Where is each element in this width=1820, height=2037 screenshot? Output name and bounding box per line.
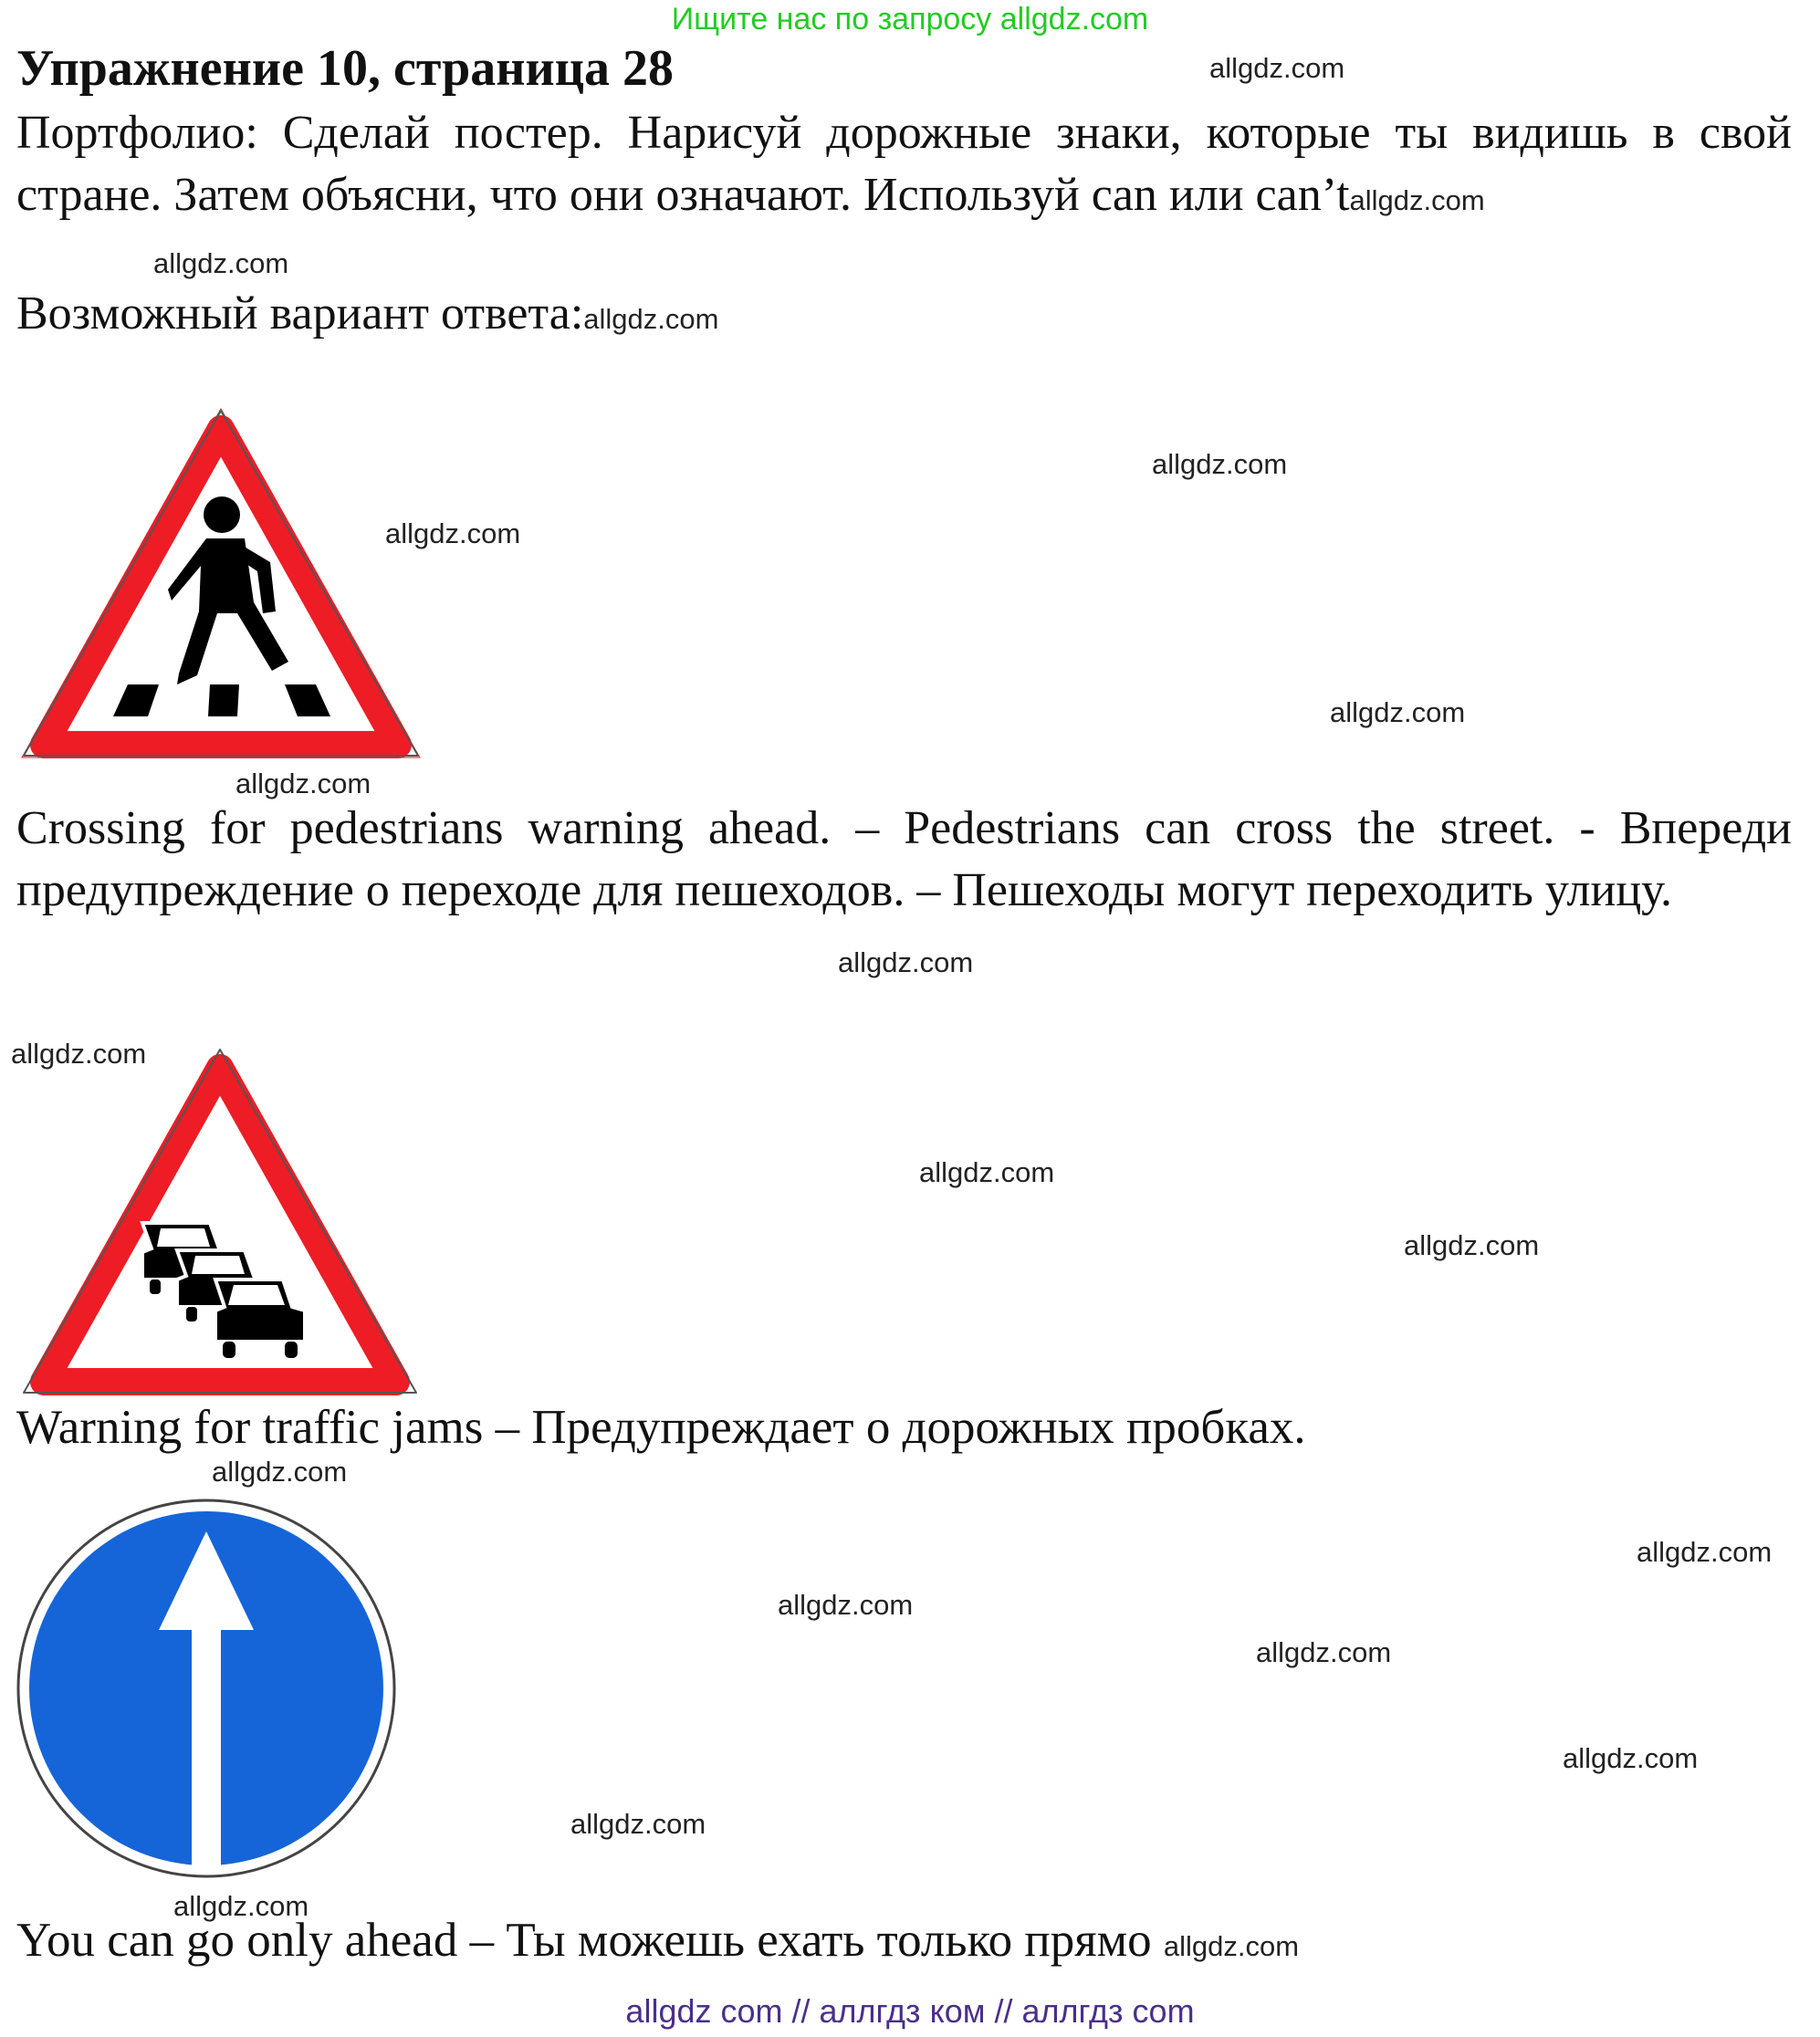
watermark: allgdz.com [778,1589,914,1621]
pedestrian-crossing-warning-sign-icon [15,402,427,765]
watermark: allgdz.com [1209,52,1345,84]
watermark: allgdz.com [1256,1636,1392,1668]
sign-caption-pedestrian-crossing: Crossing for pedestrians warning ahead. – Pedestrians can cross the street. - Впереди предупреждение о переходе для пешеходов. – Пешеходы могут переходить улицу. [16,802,1792,916]
watermark: allgdz.com [570,1808,706,1840]
watermark: allgdz.com [1163,1930,1300,1962]
watermark: allgdz.com [212,1456,348,1488]
watermark: allgdz.com [11,1038,147,1070]
watermark: allgdz.com [838,946,974,978]
watermark: allgdz.com [1563,1742,1699,1774]
watermark: allgdz.com [173,1890,309,1922]
traffic-jam-warning-sign-icon [15,1040,425,1402]
watermark: allgdz.com [1330,696,1466,728]
top-banner[interactable]: Ищите нас по запросу allgdz.com [671,2,1149,37]
exercise-title: Упражнение 10, страница 28 [16,40,675,97]
sign-caption-ahead-only-text: You can go only ahead – Ты можешь ехать только прямо [16,1914,1152,1967]
task-text-body: Портфолио: Сделай постер. Нарисуй дорожные знаки, которые ты видишь в свой стране. Затем объясни, что они означают. Используй can или can’t [16,107,1792,221]
answer-label [16,283,1792,350]
watermark: allgdz.com [583,303,719,335]
watermark: allgdz.com [385,517,521,549]
watermark: allgdz.com [1404,1229,1540,1261]
task-text [16,102,1792,232]
watermark: allgdz.com [1349,184,1485,216]
watermark: allgdz.com [919,1156,1055,1188]
watermark: allgdz.com [1152,448,1288,480]
footer-links[interactable]: allgdz com // аллгдз ком // аллгдз com [625,1992,1195,2030]
watermark: allgdz.com [235,768,371,799]
straight-ahead-only-sign-icon [15,1497,398,1880]
sign-caption-traffic-jams: Warning for traffic jams – Предупреждает о дорожных пробках. [16,1401,1306,1454]
sign-caption-ahead-only [16,1909,1792,1978]
answer-label-text: Возможный вариант ответа: [16,287,584,340]
watermark: allgdz.com [153,247,289,279]
watermark: allgdz.com [1637,1536,1773,1568]
